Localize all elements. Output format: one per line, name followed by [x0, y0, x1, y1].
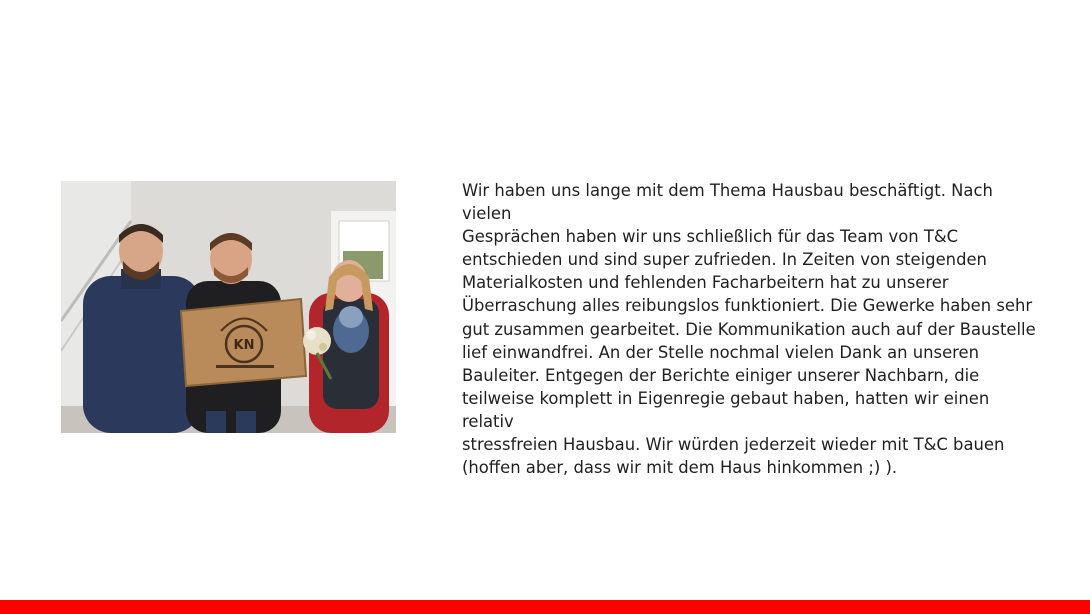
box-logo-text: KN: [233, 338, 255, 353]
accent-bar: [0, 600, 1090, 614]
photo-cardboard-box: [181, 299, 306, 386]
testimonial-text: Wir haben uns lange mit dem Thema Hausbau beschäftigt. Nach vielen Gesprächen haben wir uns schließlich für das Team von T&C entschieden und sind super zufrieden. In Zeiten von steigenden Materialkosten und fehlenden Facharbeitern hat zu unserer Überraschung alles reibungslos funktioniert. Die Gewerke haben sehr gut zusammen gearbeitet. Die Kommunikation auch auf der Baustelle lief einwandfrei. An der Stelle nochmal vielen Dank an unseren Bauleiter. Entgegen der Berichte einiger unserer Nachbarn, die teilweise komplett in Eigenregie gebaut haben, hatten wir einen relativ stressfreien Hausbau. Wir würden jederzeit wieder mit T&C bauen (hoffen aber, dass wir mit dem Haus hinkommen ;) ).: [462, 181, 1036, 478]
photo-illustration: [61, 181, 396, 433]
customer-photo: [61, 181, 396, 433]
